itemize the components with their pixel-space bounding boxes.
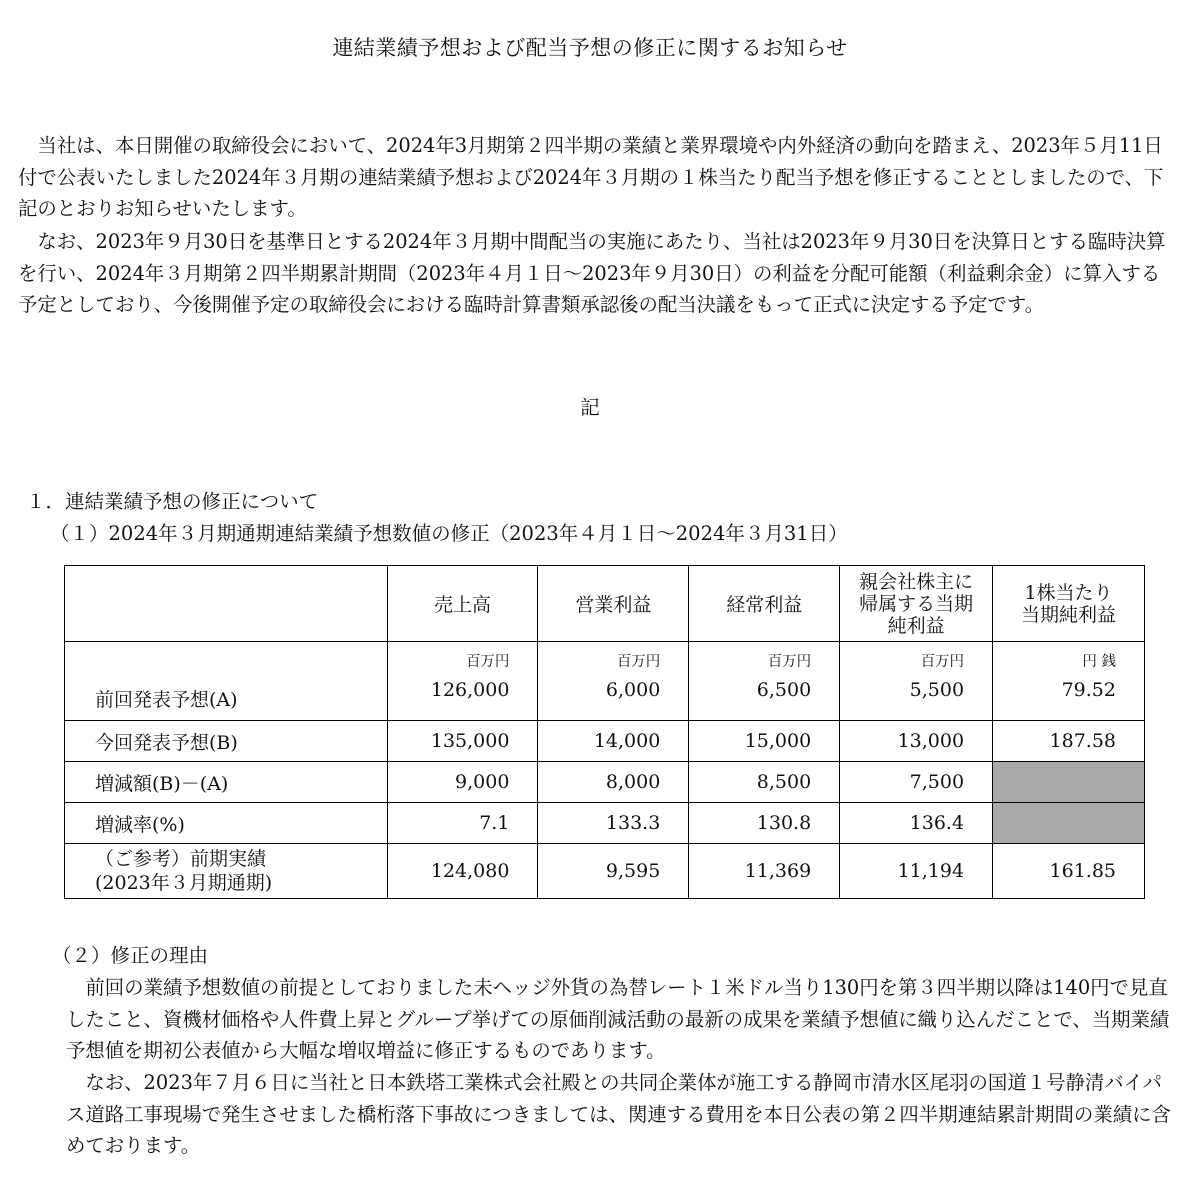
unit-label: 百万円 <box>616 654 661 670</box>
cell-value: 6,000 <box>605 679 661 701</box>
header-sales: 売上高 <box>387 566 538 642</box>
unit-label: 百万円 <box>767 654 812 670</box>
header-eps-line-2: 当期純利益 <box>1021 603 1117 626</box>
unit-label: 百万円 <box>920 654 965 670</box>
cell-sales: 135,000 <box>387 721 538 762</box>
header-operating-profit: 営業利益 <box>538 566 689 642</box>
cell-operating-profit <box>538 642 689 721</box>
unit-label: 百万円 <box>465 654 510 670</box>
cell-net-profit: 13,000 <box>840 721 993 762</box>
cell-net-profit: 7,500 <box>840 762 993 803</box>
cell-value: 79.52 <box>1061 679 1116 701</box>
row-label <box>65 844 388 899</box>
intro-paragraph-2 <box>18 226 1178 321</box>
header-empty-cell <box>65 566 388 642</box>
cell-sales: 7.1 <box>387 803 538 844</box>
reason-paragraph-2-text: なお、2023年７月６日に当社と日本鉄塔工業株式会社殿との共同企業体が施工する静岡市清水区尾羽の国道１号静清バイパス道路工事現場で発生させました橋桁落下事故につきましては、関連する費用を本日公表の第２四半期連結累計期間の業績に含めております。 <box>66 1071 1171 1157</box>
cell-ordinary-profit: 130.8 <box>689 803 840 844</box>
reason-paragraph-2 <box>66 1067 1178 1162</box>
header-eps-line-1: 1株当たり <box>1024 581 1113 604</box>
header-net-profit-line-2: 帰属する当期 <box>859 592 974 615</box>
cell-sales: 124,080 <box>387 844 538 899</box>
row-label: 今回発表予想(B) <box>65 721 388 762</box>
section-2-heading: （２）修正の理由 <box>52 944 209 967</box>
cell-sales: 9,000 <box>387 762 538 803</box>
header-ordinary-profit: 経常利益 <box>689 566 840 642</box>
table-row-previous-forecast <box>65 642 1145 721</box>
header-net-profit-line-3: 純利益 <box>887 614 945 637</box>
table-row-change-amount <box>65 762 1145 803</box>
cell-eps-shaded <box>993 762 1145 803</box>
cell-eps <box>993 642 1145 721</box>
table-row-current-forecast <box>65 721 1145 762</box>
cell-ordinary-profit: 8,500 <box>689 762 840 803</box>
cell-operating-profit: 9,595 <box>538 844 689 899</box>
header-net-profit-line-1: 親会社株主に <box>859 570 974 593</box>
cell-value: 6,500 <box>756 679 812 701</box>
intro-paragraph-1 <box>18 130 1178 225</box>
cell-ordinary-profit: 15,000 <box>689 721 840 762</box>
table-header-row <box>65 566 1145 642</box>
table-row-change-rate <box>65 803 1145 844</box>
section-1-subheading: （１）2024年３月期通期連結業績予想数値の修正（2023年４月１日～2024年３月31日） <box>50 522 848 545</box>
intro-paragraph-1-text: 当社は、本日開催の取締役会において、2024年3月期第２四半期の業績と業界環境や内外経済の動向を踏まえ、2023年５月11日付で公表いたしました2024年３月期の連結業績予想および2024年３月期の１株当たり配当予想を修正することとしましたので、下記のとおりお知らせいたします。 <box>18 134 1164 220</box>
cell-eps: 187.58 <box>993 721 1145 762</box>
row-label: 増減率(%) <box>65 803 388 844</box>
cell-operating-profit: 133.3 <box>538 803 689 844</box>
cell-operating-profit: 14,000 <box>538 721 689 762</box>
row-label: 前回発表予想(A) <box>65 642 388 721</box>
cell-net-profit: 11,194 <box>840 844 993 899</box>
reason-paragraph-1-text: 前回の業績予想数値の前提としておりました未ヘッジ外貨の為替レート１米ドル当り130円を第３四半期以降は140円で見直したこと、資機材価格や人件費上昇とグループ挙げての原価削減活動の最新の成果を業績予想値に織り込んだことで、当期業績予想値を期初公表値から大幅な増収増益に修正するものであります。 <box>66 976 1170 1062</box>
forecast-table <box>64 565 1145 899</box>
cell-eps: 161.85 <box>993 844 1145 899</box>
table-row-prior-results <box>65 844 1145 899</box>
row-label-line-2: (2023年３月期通期) <box>95 872 273 894</box>
cell-value: 126,000 <box>430 679 510 701</box>
section-1-heading: １．連結業績予想の修正について <box>26 490 319 513</box>
row-label-line-1: （ご参考）前期実績 <box>95 848 267 870</box>
row-label: 増減額(B)－(A) <box>65 762 388 803</box>
cell-ordinary-profit: 11,369 <box>689 844 840 899</box>
cell-value: 5,500 <box>909 679 965 701</box>
ki-marker: 記 <box>580 396 600 419</box>
cell-net-profit: 136.4 <box>840 803 993 844</box>
cell-operating-profit: 8,000 <box>538 762 689 803</box>
header-eps <box>993 566 1145 642</box>
cell-sales <box>387 642 538 721</box>
page-title: 連結業績予想および配当予想の修正に関するお知らせ <box>332 36 848 60</box>
cell-ordinary-profit <box>689 642 840 721</box>
reason-paragraph-1 <box>66 972 1178 1067</box>
intro-paragraph-2-text: なお、2023年９月30日を基準日とする2024年３月期中間配当の実施にあたり、当社は2023年９月30日を決算日とする臨時決算を行い、2024年３月期第２四半期累計期間（2023年４月１日～2023年９月30日）の利益を分配可能額（利益剰余金）に算入する予定としており、今後開催予定の取締役会における臨時計算書類承認後の配当決議をもって正式に決定する予定です。 <box>18 230 1166 316</box>
cell-net-profit <box>840 642 993 721</box>
header-net-profit <box>840 566 993 642</box>
unit-label: 円 銭 <box>1082 654 1116 670</box>
cell-eps-shaded <box>993 803 1145 844</box>
